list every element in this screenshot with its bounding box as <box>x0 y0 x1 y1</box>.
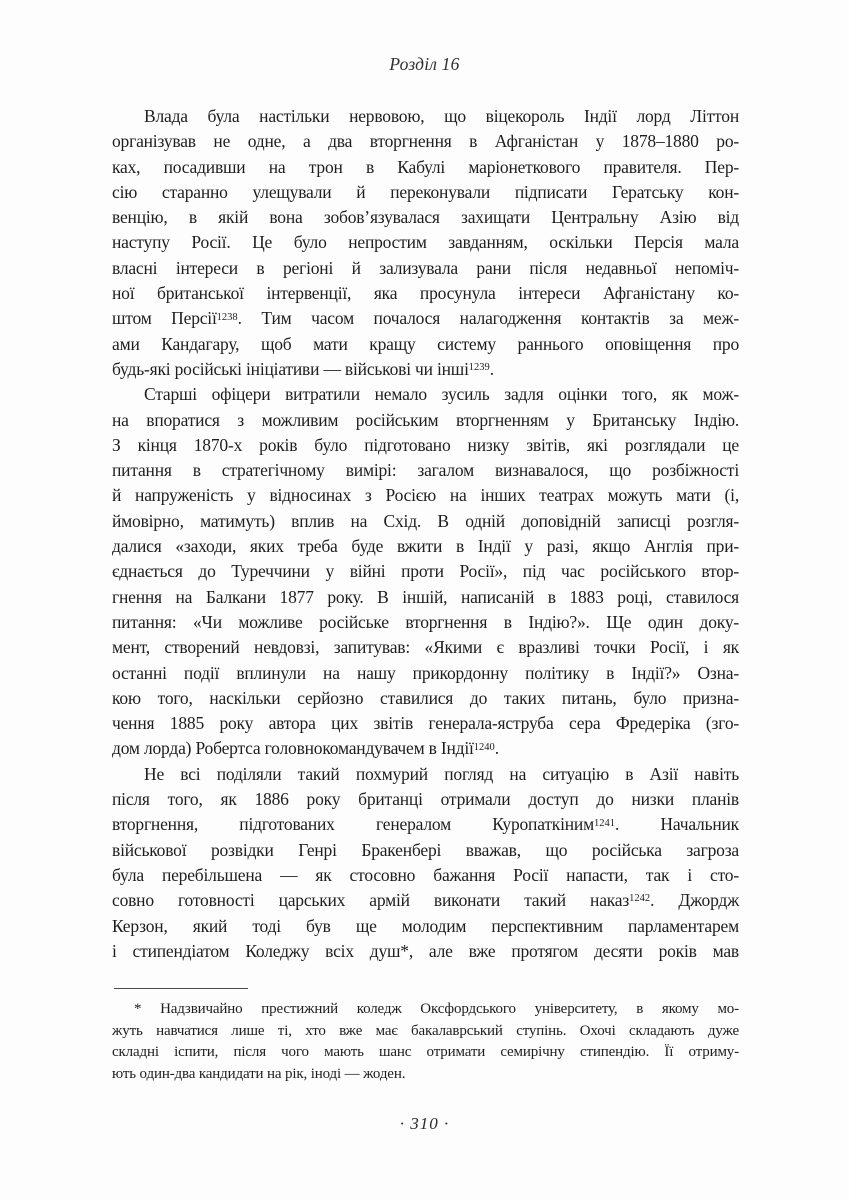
text-line: на впоратися з можливим російським вторгненням у Британську Індію. <box>112 409 739 430</box>
text-line: Не всі поділяли такий похмурий погляд на ситуацію в Азії навіть <box>144 763 739 784</box>
text-line: вторгнення, підготованих генералом Куропаткіним$^{1241}$. Начальник <box>112 814 739 835</box>
text-line: ють один-два кандидати на рік, іноді — жоден. <box>112 1066 406 1083</box>
text-line: і стипендіатом Коледжу всіх душ*, але вже протягом десяти років мав <box>112 940 739 961</box>
text-line: була перебільшена — як стосовно бажання Росії напасти, так і сто- <box>112 864 739 885</box>
text-line: ної британської інтервенції, яка просунула інтереси Афганістану ко- <box>112 283 739 304</box>
text-line: Керзон, який тоді був ще молодим перспективним парламентарем <box>112 915 739 936</box>
text-line: жуть навчатися лише ті, хто вже має бакалаврський ступінь. Охочі складають дуже <box>112 1022 739 1039</box>
text-line: наступу Росії. Це було непростим завданням, оскільки Персія мала <box>112 232 739 253</box>
text-line: останні події вплинули на нашу прикордонну політику в Індії?» Озна- <box>112 662 739 683</box>
footnote-reference: 1242 <box>629 893 651 905</box>
paragraph <box>112 762 739 964</box>
text-line: совно готовності царських армій виконати такий наказ$^{1242}$. Джордж <box>112 890 739 911</box>
paragraph <box>112 104 739 382</box>
text-line: військової розвідки Генрі Бракенбері вважав, що російська загроза <box>112 839 739 860</box>
text-line: питання в стратегічному вимірі: загалом визнавалося, що розбіжності <box>112 460 739 481</box>
text-line: будь-які російські ініціативи — військові чи інші$^{1239}$. <box>112 358 494 379</box>
text-line: ами Кандагару, щоб мати кращу систему раннього оповіщення про <box>112 333 739 354</box>
footnote-reference: 1240 <box>473 741 495 753</box>
text-line: кою того, наскільки серйозно ставилися до таких питань, було призна- <box>112 687 739 708</box>
text-line: гнення на Балкани 1877 року. В іншій, написаній в 1883 році, ставилося <box>112 586 739 607</box>
body-text <box>112 104 739 964</box>
footnote-reference: 1239 <box>468 362 490 374</box>
text-line: ймовірно, матимуть) вплив на Схід. В одній доповідній записці розгля- <box>112 510 739 531</box>
text-line: складні іспити, після чого мають шанс отримати семирічну стипендію. Її отриму- <box>112 1044 739 1061</box>
text-line: чення 1885 року автора цих звітів генерала-яструба сера Фредеріка (зго- <box>112 713 739 734</box>
text-line: * Надзвичайно престижний коледж Оксфордського університету, в якому мо- <box>134 1001 739 1017</box>
text-line: штом Персії$^{1238}$. Тим часом почалося налагодження контактів за меж- <box>112 308 739 329</box>
footnote-paragraph <box>112 999 739 1086</box>
footnote <box>112 999 739 1086</box>
text-line: Старші офіцери витратили немало зусиль задля оцінки того, як мож- <box>144 384 739 405</box>
text-line: й напруженість у відносинах з Росією на інших театрах можуть мати (і, <box>112 485 739 506</box>
text-line: сію старанно улещували й переконували підписати Гератську кон- <box>112 181 739 202</box>
footnote-rule <box>114 988 248 989</box>
text-line: після того, як 1886 року британці отримали доступ до низки планів <box>112 789 739 810</box>
text-line: організував не одне, а два вторгнення в Афганістан у 1878–1880 ро- <box>112 131 739 152</box>
text-line: власні інтереси в регіоні й зализувала рани після недавньої непоміч- <box>112 257 739 278</box>
footnote-reference: 1238 <box>216 311 238 323</box>
paragraph <box>112 382 739 761</box>
text-line: З кінця 1870-х років було підготовано низку звітів, які розглядали це <box>112 434 739 455</box>
text-line: ках, посадивши на трон в Кабулі маріонеткового правителя. Пер- <box>112 156 739 177</box>
text-line: венцію, в якій вона зобов’язувалася захищати Центральну Азію від <box>112 207 739 228</box>
text-line: дом лорда) Робертса головнокомандувачем в Індії$^{1240}$. <box>112 738 499 759</box>
page-number: · 310 · <box>399 1114 450 1133</box>
text-line: далися «заходи, яких треба буде вжити в Індії у разі, якщо Англія при- <box>112 536 739 557</box>
text-line: Влада була настільки нервовою, що віцекороль Індії лорд Літтон <box>144 106 739 126</box>
text-line: єднається до Туреччини у війні проти Росії», під час російського втор- <box>112 561 739 582</box>
footnote-reference: 1241 <box>593 817 615 829</box>
text-line: питання: «Чи можливе російське вторгнення в Індію?». Ще один доку- <box>112 611 739 632</box>
running-header: Розділ 16 <box>389 54 460 74</box>
text-line: мент, створений невдовзі, запитував: «Якими є вразливі точки Росії, і як <box>112 637 739 658</box>
